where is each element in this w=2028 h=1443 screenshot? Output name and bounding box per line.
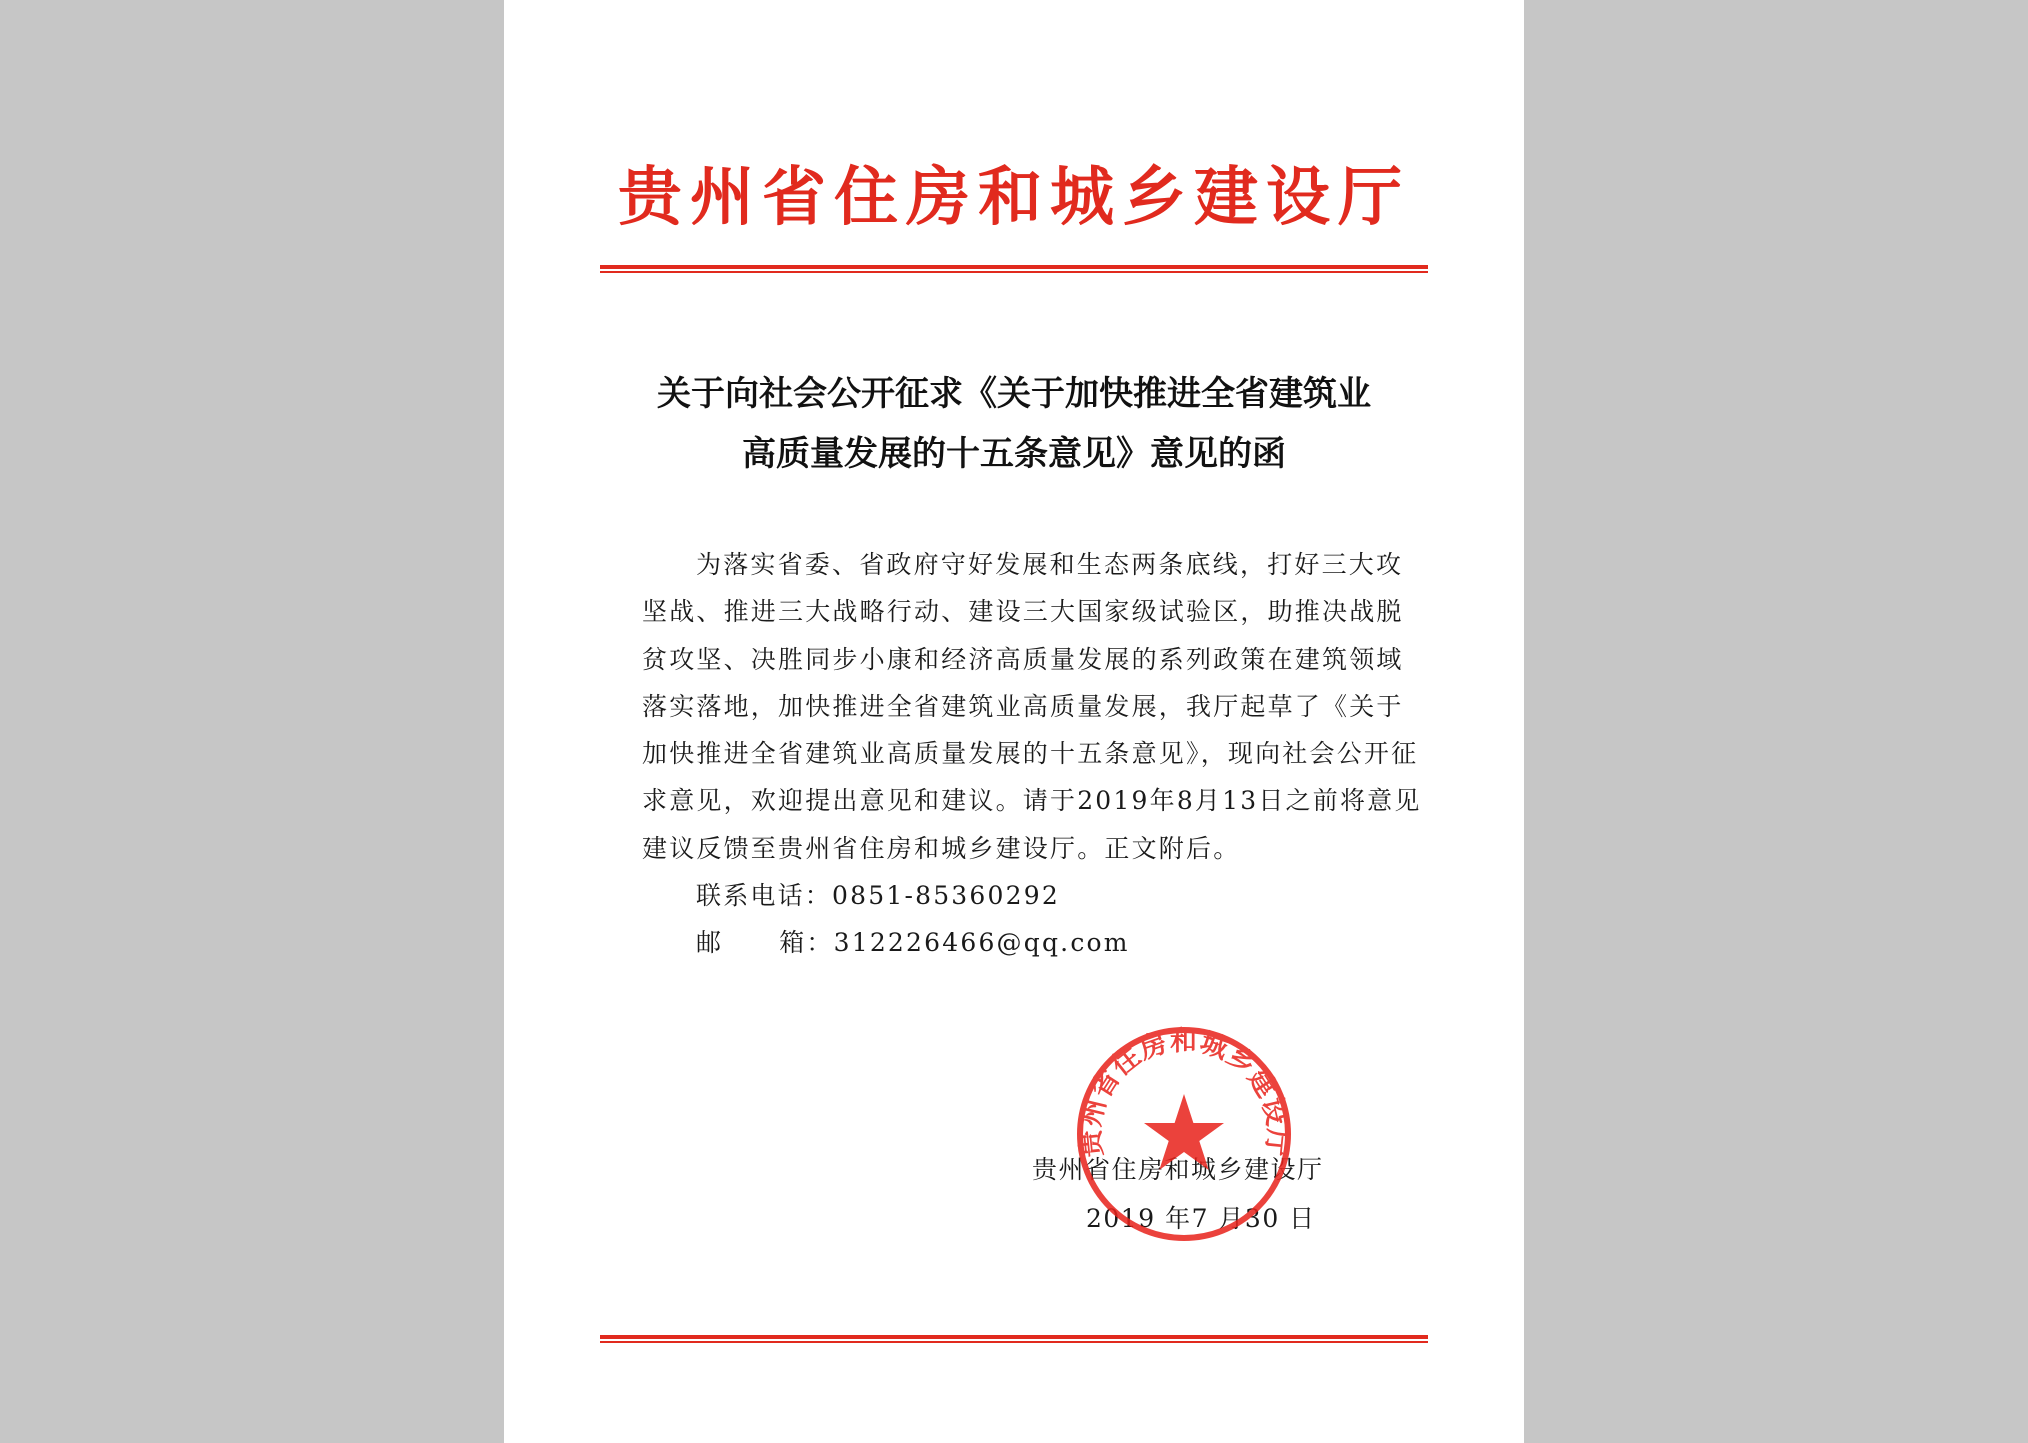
signature-organization: 贵州省住房和城乡建设厅 <box>1032 1155 1324 1184</box>
official-seal-icon <box>1072 1022 1296 1246</box>
body-line: 建议反馈至贵州省住房和城乡建设厅。正文附后。 <box>642 833 1241 863</box>
document-body <box>642 541 1422 967</box>
document-title <box>604 364 1424 484</box>
header-rule-thin <box>600 271 1428 273</box>
signature-date: 2019 年7 月30 日 <box>1086 1204 1316 1233</box>
footer-rule-thin <box>600 1341 1428 1343</box>
body-line: 加快推进全省建筑业高质量发展的十五条意见》，现向社会公开征 <box>642 739 1419 769</box>
phone-value: 0851-85360292 <box>832 881 1060 911</box>
title-line-2: 高质量发展的十五条意见》意见的函 <box>742 434 1286 474</box>
agency-header: 贵州省住房和城乡建设厅 <box>618 160 1410 235</box>
body-line: 坚战、推进三大战略行动、建设三大国家级试验区，助推决战脱 <box>642 597 1404 627</box>
contact-phone <box>642 872 1402 919</box>
body-line: 落实落地，加快推进全省建筑业高质量发展，我厅起草了《关于 <box>642 691 1404 721</box>
body-line: 为落实省委、省政府守好发展和生态两条底线，打好三大攻 <box>696 550 1404 579</box>
seal-text: 贵州省住房和城乡建设厅 <box>1075 1025 1293 1159</box>
footer-rule-thick <box>600 1335 1428 1339</box>
header-rule-thick <box>600 265 1428 269</box>
seal-star-icon <box>1144 1094 1224 1170</box>
email-label: 箱： <box>779 928 834 958</box>
body-line: 贫攻坚、决胜同步小康和经济高质量发展的系列政策在建筑领域 <box>642 644 1404 674</box>
title-line-1: 关于向社会公开征求《关于加快推进全省建筑业 <box>657 374 1371 414</box>
email-value: 312226466@qq.com <box>833 928 1130 958</box>
document-page <box>504 0 1524 1443</box>
phone-label: 联系电话： <box>696 881 833 911</box>
body-line: 求意见，欢迎提出意见和建议。请于2019年8月13日之前将意见 <box>642 786 1422 816</box>
contact-email <box>642 919 1402 966</box>
email-label-char: 邮 <box>696 928 724 958</box>
